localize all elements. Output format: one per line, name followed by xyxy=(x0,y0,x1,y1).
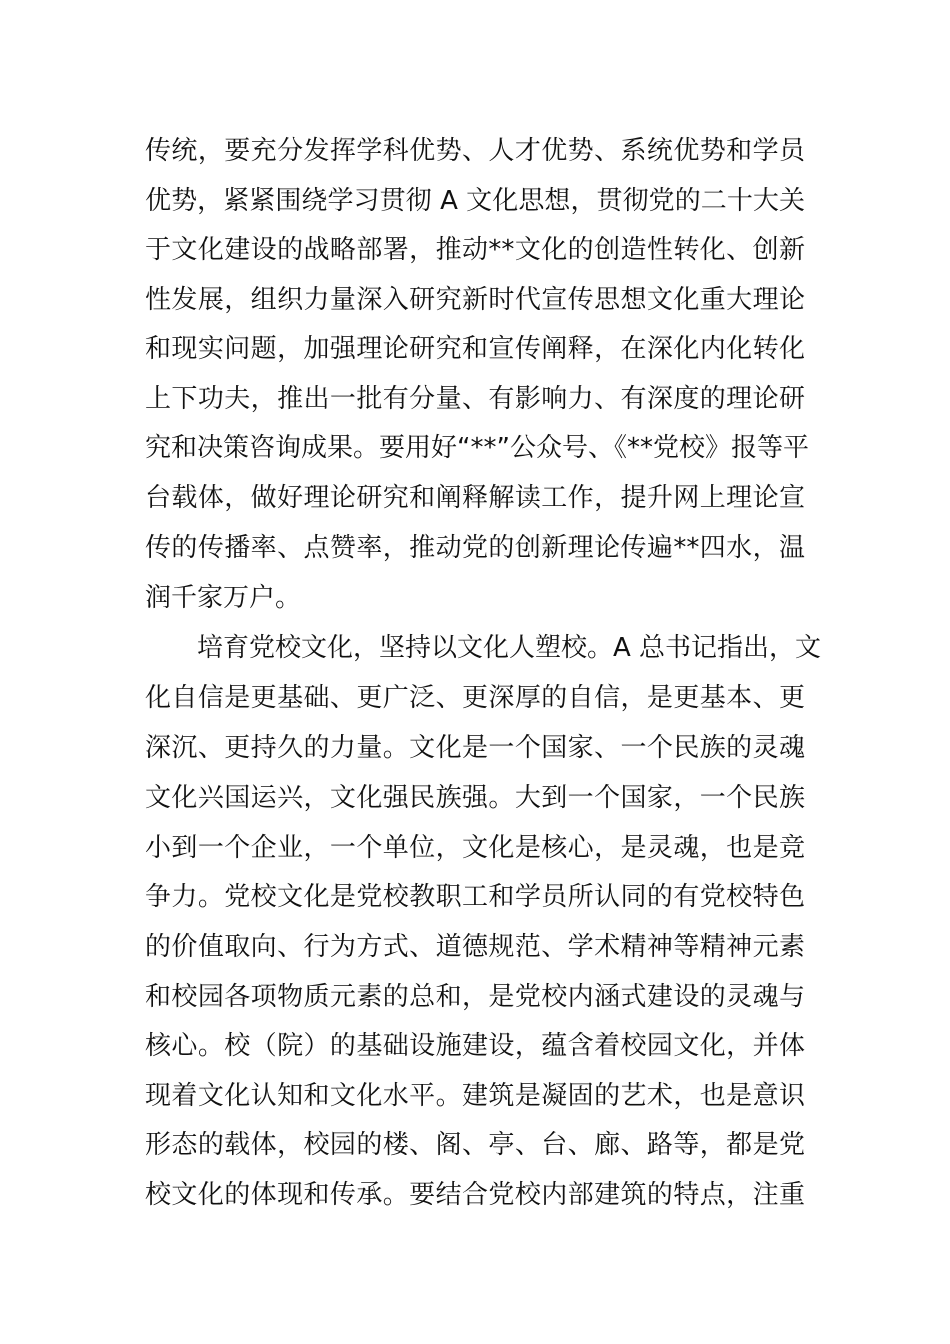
text-line: 优势，紧紧围绕学习贯彻 A 文化思想，贯彻党的二十大关 xyxy=(145,186,805,216)
text-line: 传统，要充分发挥学科优势、人才优势、系统优势和学员 xyxy=(145,136,805,166)
text-line: 和现实问题，加强理论研究和宣传阐释，在深化内化转化 xyxy=(145,334,805,364)
text-line: 润千家万户。 xyxy=(145,583,302,613)
text-line: 传的传播率、点赞率，推动党的创新理论传遍**四水，温 xyxy=(145,533,805,563)
text-line: 现着文化认知和文化水平。建筑是凝固的艺术，也是意识 xyxy=(145,1081,805,1111)
text-line: 于文化建设的战略部署，推动**文化的创造性转化、创新 xyxy=(145,235,805,265)
text-line: 和校园各项物质元素的总和，是党校内涵式建设的灵魂与 xyxy=(145,982,805,1012)
text-line: 究和决策咨询成果。要用好“**”公众号、《**党校》报等平 xyxy=(145,433,809,463)
text-line: 性发展，组织力量深入研究新时代宣传思想文化重大理论 xyxy=(145,285,805,315)
text-line: 形态的载体，校园的楼、阁、亭、台、廊、路等，都是党 xyxy=(145,1130,805,1160)
text-line: 争力。党校文化是党校教职工和学员所认同的有党校特色 xyxy=(145,882,805,912)
text-line: 培育党校文化，坚持以文化人塑校。A 总书记指出，文 xyxy=(197,633,822,663)
text-line: 小到一个企业，一个单位，文化是核心，是灵魂，也是竞 xyxy=(145,833,805,863)
text-line: 深沉、更持久的力量。文化是一个国家、一个民族的灵魂 xyxy=(145,733,805,763)
text-line: 校文化的体现和传承。要结合党校内部建筑的特点，注重 xyxy=(145,1180,805,1210)
text-line: 化自信是更基础、更广泛、更深厚的自信，是更基本、更 xyxy=(145,683,805,713)
text-line: 上下功夫，推出一批有分量、有影响力、有深度的理论研 xyxy=(145,384,805,414)
text-line: 台载体，做好理论研究和阐释解读工作，提升网上理论宣 xyxy=(145,483,805,513)
text-line: 文化兴国运兴，文化强民族强。大到一个国家，一个民族 xyxy=(145,783,805,813)
text-line: 的价值取向、行为方式、道德规范、学术精神等精神元素 xyxy=(145,932,805,962)
text-line: 核心。校（院）的基础设施建设，蕴含着校园文化，并体 xyxy=(145,1031,805,1061)
